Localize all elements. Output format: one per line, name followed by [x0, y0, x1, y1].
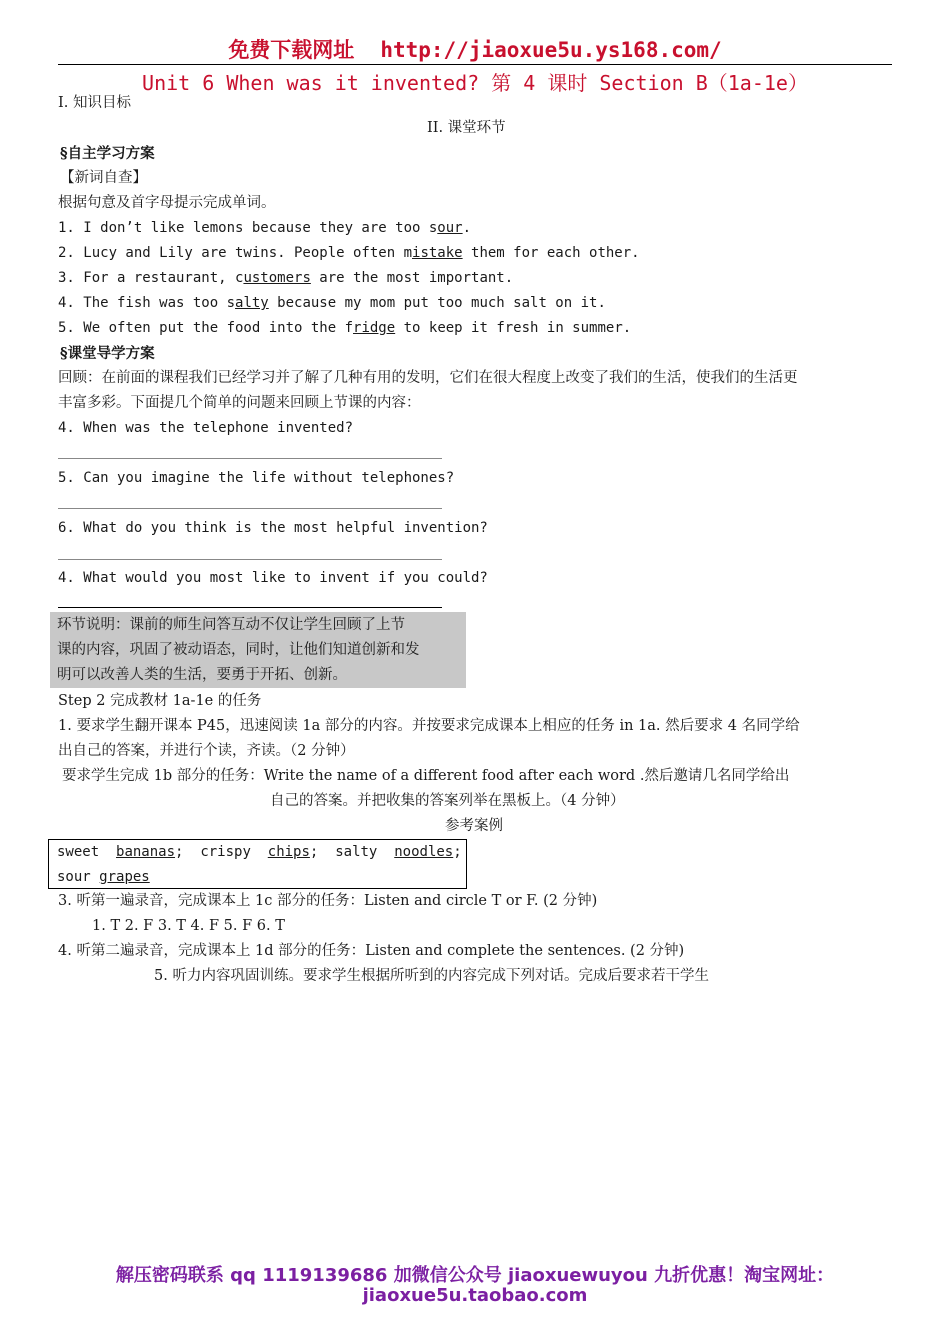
answer: our: [437, 220, 463, 236]
example-line-2: sour grapes: [57, 869, 150, 885]
word-item-5: 5. We often put the food into the fridge to keep it fresh in summer.: [58, 320, 632, 336]
question-1: 4. When was the telephone invented?: [58, 420, 354, 436]
step2-p3-answers: 1. T 2. F 3. T 4. F 5. F 6. T: [92, 918, 285, 934]
word-item-3: 3. For a restaurant, customers are the most important.: [58, 270, 514, 286]
question-4: 4. What would you most like to invent if you could?: [58, 570, 488, 586]
guided-heading: §课堂导学方案: [60, 345, 155, 362]
step2-p5: 5. 听力内容巩固训练。要求学生根据所听到的内容完成下列对话。完成后要求若干学生: [154, 968, 709, 984]
section-class-stages: II. 课堂环节: [427, 120, 506, 136]
step2-p2-line1: 要求学生完成 1b 部分的任务：Write the name of a different food after each word .然后邀请几名同学给出: [62, 768, 790, 784]
self-study-heading: §自主学习方案: [60, 145, 155, 162]
word-item-1: 1. I don’t like lemons because they are too sour.: [58, 220, 472, 236]
answer: ridge: [353, 320, 396, 336]
answer: alty: [235, 295, 269, 311]
header-divider: [58, 64, 892, 65]
review-line-2: 丰富多彩。下面提几个简单的问题来回顾上节课的内容：: [58, 395, 421, 411]
example-label: 参考案例: [445, 818, 503, 834]
answer-line: [58, 559, 442, 560]
word-instruction: 根据句意及首字母提示完成单词。: [58, 195, 276, 211]
word-item-4: 4. The fish was too salty because my mom put too much salt on it.: [58, 295, 606, 311]
step2-title: Step 2 完成教材 1a-1e 的任务: [58, 693, 262, 709]
new-words-subheading: 【新词自查】: [60, 170, 147, 186]
step2-p1-line1: 1. 要求学生翻开课本 P45，迅速阅读 1a 部分的内容。并按要求完成课本上相应的任务 in 1a. 然后要求 4 名同学给: [58, 718, 800, 734]
site-url-link[interactable]: http://jiaoxue5u.ys168.com/: [380, 38, 722, 62]
answer-line: [58, 508, 442, 509]
example-box: [48, 839, 467, 889]
step2-p3: 3. 听第一遍录音，完成课本上 1c 部分的任务：Listen and circle T or F. (2 分钟): [58, 893, 598, 909]
review-line-1: 回顾：在前面的课程我们已经学习并了解了几种有用的发明，它们在很大程度上改变了我们的生活，使我们的生活更: [58, 370, 798, 386]
answer: istake: [412, 245, 463, 261]
stage-note-box: [50, 612, 466, 688]
answer-line: [58, 458, 442, 459]
answer: ustomers: [243, 270, 311, 286]
step2-p1-line2: 出自己的答案，并进行个读，齐读。（2 分钟）: [58, 743, 355, 759]
section-knowledge-goals: I. 知识目标: [58, 95, 131, 111]
note-line-3: 明可以改善人类的生活，要勇于开拓、创新。: [57, 667, 347, 683]
answer-line: [58, 607, 442, 608]
question-3: 6. What do you think is the most helpful invention?: [58, 520, 488, 536]
site-label: 免费下载网址: [228, 38, 355, 62]
footer-line-1: 解压密码联系 qq 1119139686 加微信公众号 jiaoxuewuyou 九折优惠！淘宝网址：: [115, 1265, 835, 1286]
question-2: 5. Can you imagine the life without telephones?: [58, 470, 455, 486]
example-line-1: sweet bananas; crispy chips; salty noodles;: [57, 844, 462, 860]
step2-p4: 4. 听第二遍录音，完成课本上 1d 部分的任务：Listen and complete the sentences. (2 分钟): [58, 943, 685, 959]
site-header: [0, 34, 950, 64]
note-line-2: 课的内容，巩固了被动语态，同时，让他们知道创新和发: [57, 642, 420, 658]
footer-taobao-link[interactable]: jiaoxue5u.taobao.com: [362, 1285, 588, 1306]
note-line-1: 环节说明：课前的师生问答互动不仅让学生回顾了上节: [57, 617, 405, 633]
word-item-2: 2. Lucy and Lily are twins. People often mistake them for each other.: [58, 245, 640, 261]
page-title: Unit 6 When was it invented? 第 4 课时 Section B（1a-1e）: [142, 71, 808, 95]
step2-p2-line2: 自己的答案。并把收集的答案列举在黑板上。（4 分钟）: [270, 793, 625, 809]
